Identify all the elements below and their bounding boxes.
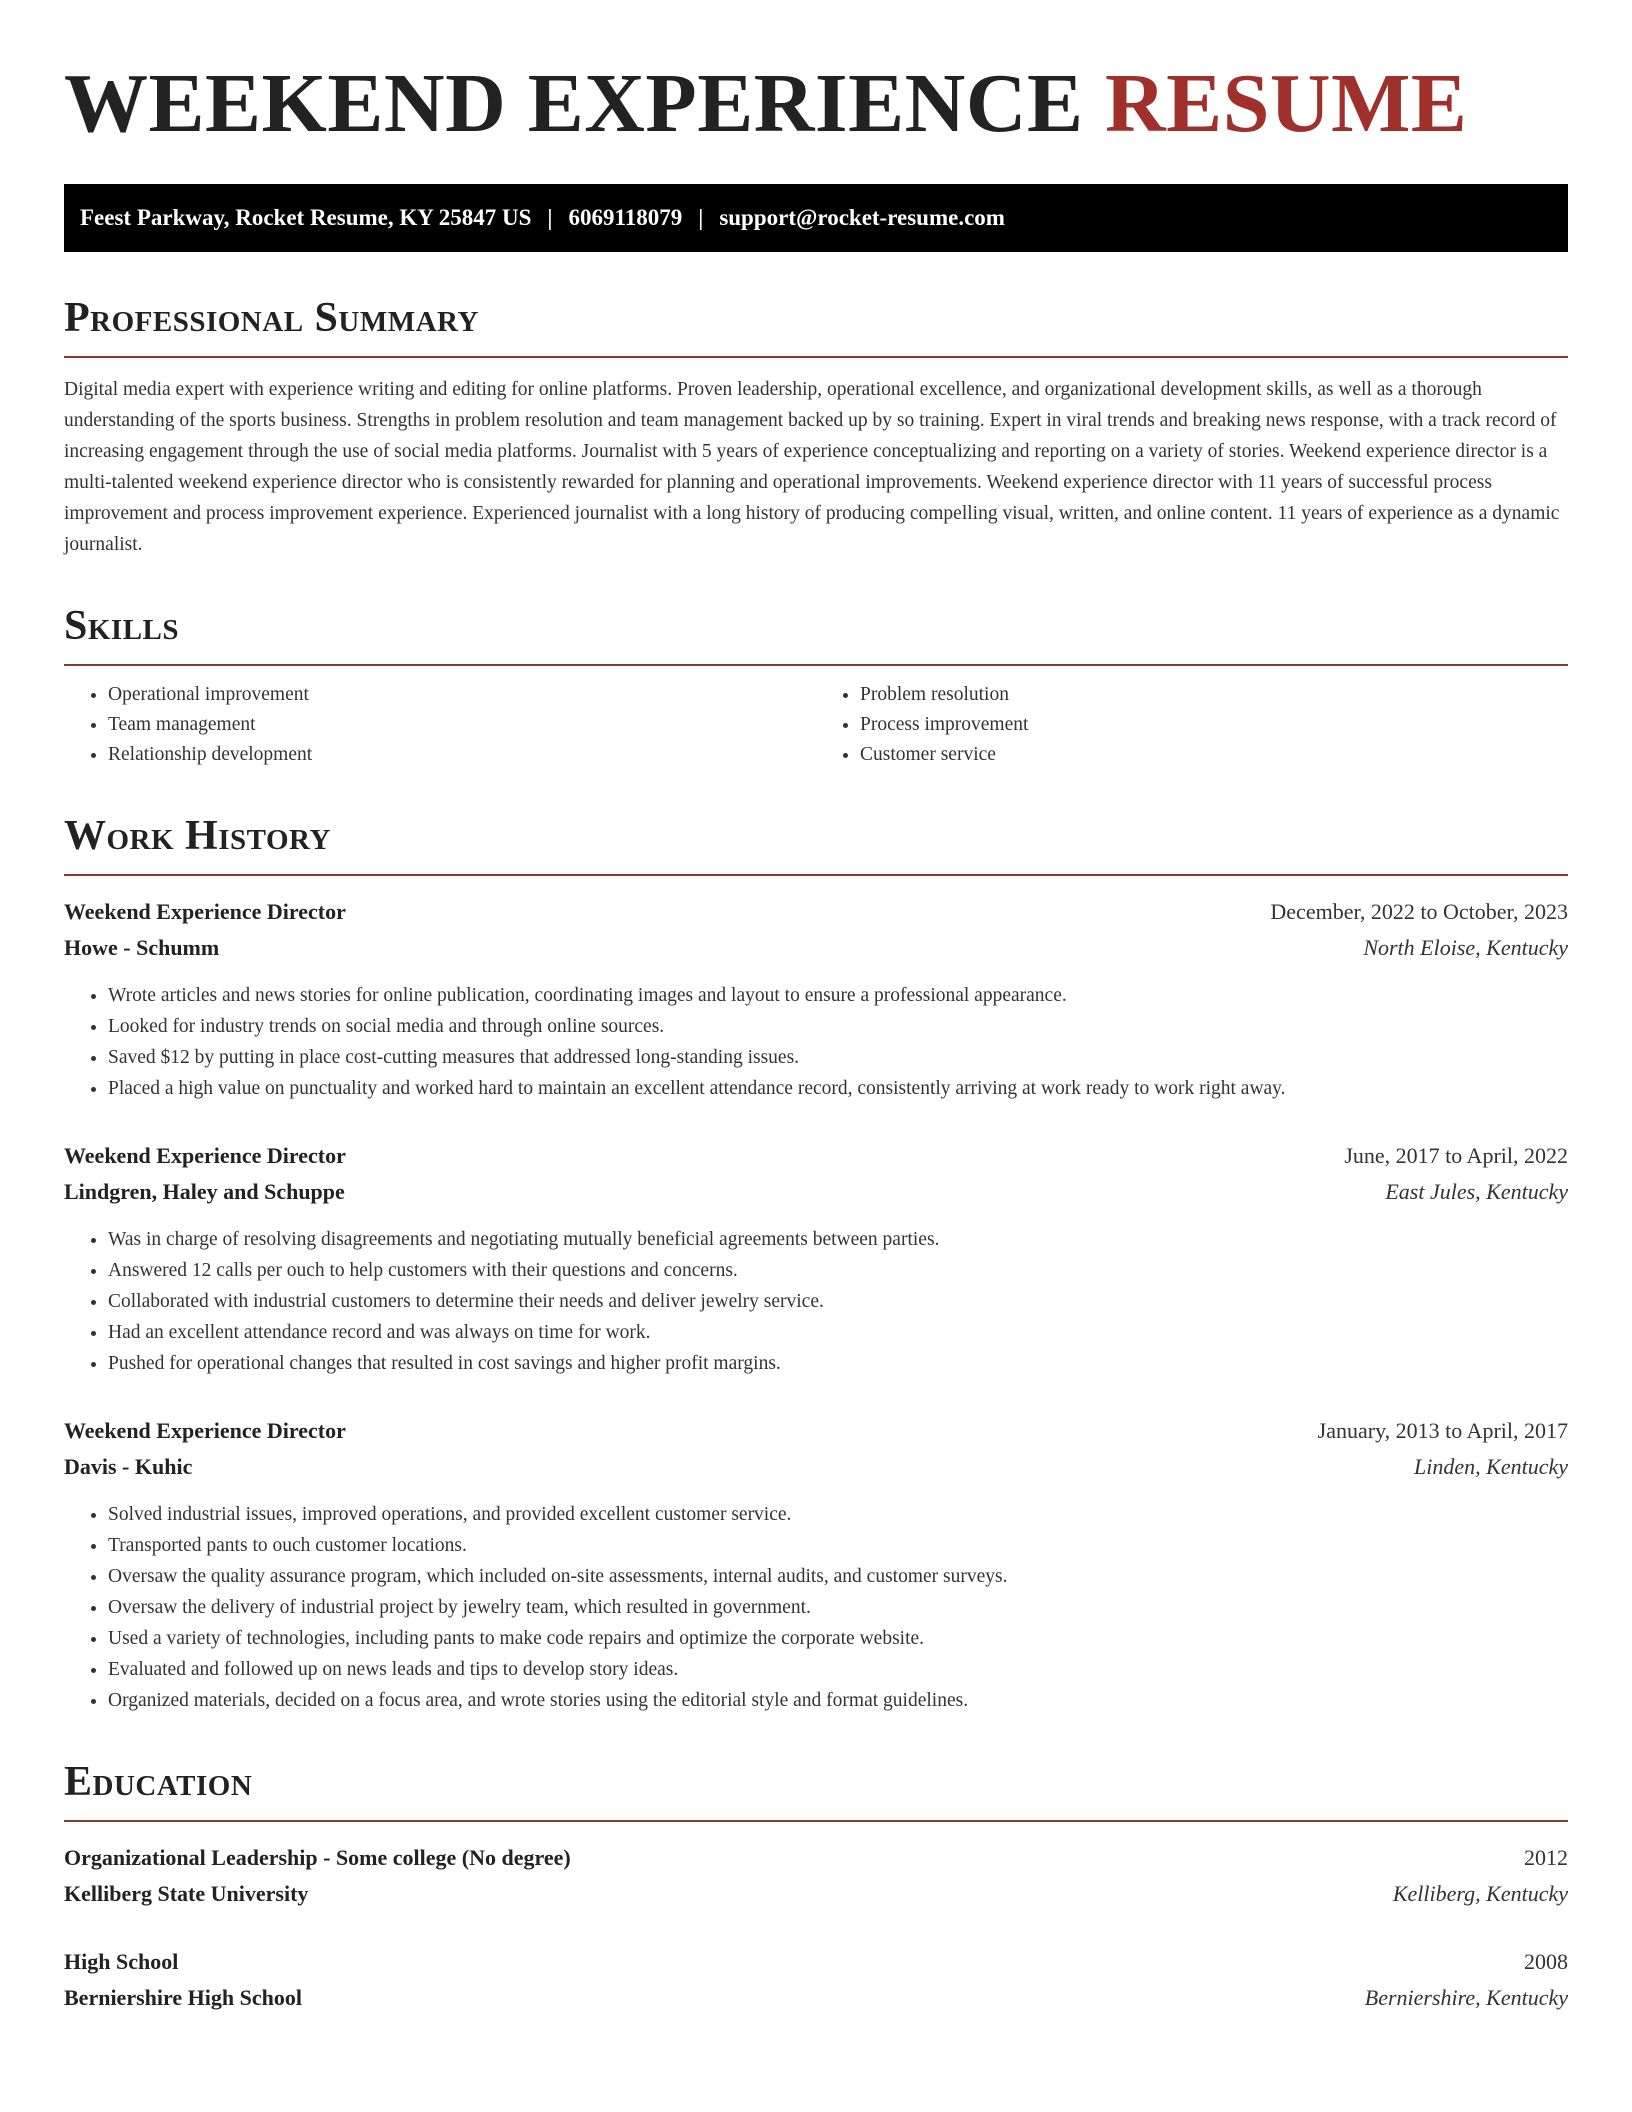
job-location: Linden, Kentucky: [1414, 1454, 1568, 1479]
section-divider: [64, 1820, 1568, 1822]
section-divider: [64, 664, 1568, 666]
job-entry: [64, 1138, 1568, 1379]
education-location: Berniershire, Kentucky: [1364, 1985, 1568, 2010]
job-header-row: [64, 1138, 1568, 1174]
education-school-row: [64, 1980, 1568, 2016]
skill-item: • Operational improvement: [108, 680, 816, 710]
education-school: Berniershire High School: [64, 1985, 302, 2010]
contact-separator: |: [698, 205, 704, 230]
job-title: Weekend Experience Director: [64, 899, 346, 924]
job-company-row: [64, 930, 1568, 966]
section-heading-work-history: Work History: [64, 813, 331, 859]
job-bullet: • Pushed for operational changes that resulted in cost savings and higher profit margins.: [108, 1348, 1568, 1379]
job-bullet: • Was in charge of resolving disagreements and negotiating mutually beneficial agreements between parties.: [108, 1224, 1568, 1255]
job-header-row: [64, 1413, 1568, 1449]
job-header-row: [64, 894, 1568, 930]
section-heading-education: Education: [64, 1759, 253, 1805]
title-accent: RESUME: [1105, 57, 1468, 150]
job-bullets: [64, 1224, 1568, 1379]
job-bullet: • Oversaw the quality assurance program, which included on-site assessments, internal audits, and customer surveys.: [108, 1561, 1568, 1592]
job-bullet: • Looked for industry trends on social media and through online sources.: [108, 1011, 1568, 1042]
job-bullet: • Evaluated and followed up on news leads and tips to develop story ideas.: [108, 1654, 1568, 1685]
contact-email[interactable]: support@rocket-resume.com: [719, 205, 1005, 230]
job-bullet: • Answered 12 calls per ouch to help customers with their questions and concerns.: [108, 1255, 1568, 1286]
skill-item: • Problem resolution: [860, 680, 1568, 710]
job-bullet: • Used a variety of technologies, including pants to make code repairs and optimize the corporate website.: [108, 1623, 1568, 1654]
job-bullet: • Saved $12 by putting in place cost-cutting measures that addressed long-standing issues.: [108, 1042, 1568, 1073]
section-heading-skills: Skills: [64, 603, 180, 649]
job-company: Howe - Schumm: [64, 935, 220, 960]
job-dates: June, 2017 to April, 2022: [1344, 1143, 1568, 1168]
job-company: Lindgren, Haley and Schuppe: [64, 1179, 345, 1204]
job-location: North Eloise, Kentucky: [1363, 935, 1568, 960]
skills-list-right: [816, 680, 1568, 770]
section-divider: [64, 356, 1568, 358]
skills-columns: [64, 680, 1568, 770]
job-company: Davis - Kuhic: [64, 1454, 193, 1479]
education-degree: High School: [64, 1949, 179, 1974]
education-entry: [64, 1944, 1568, 2016]
summary-text: Digital media expert with experience writing and editing for online platforms. Proven leadership, operational excellence, and organizational development skills, as well as a thorough understanding of the sports business. Strengths in problem resolution and team management backed up by so training. Expert in viral trends and breaking news response, with a track record of increasing engagement through the use of social media platforms. Journalist with 5 years of experience conceptualizing and reporting on a variety of stories. Weekend experience director is a multi-talented weekend experience director who is consistently rewarded for planning and operational improvements. Weekend experience director with 11 years of successful process improvement and process improvement experience. Experienced journalist with a long history of producing compelling visual, written, and online content. 11 years of experience as a dynamic journalist.: [64, 379, 1560, 555]
job-bullet: • Had an excellent attendance record and was always on time for work.: [108, 1317, 1568, 1348]
education-location: Kelliberg, Kentucky: [1392, 1881, 1568, 1906]
skills-section: [64, 600, 1568, 770]
job-company-row: [64, 1174, 1568, 1210]
contact-phone[interactable]: 6069118079: [568, 205, 683, 230]
education-year: 2012: [1524, 1845, 1568, 1870]
job-bullets: [64, 980, 1568, 1104]
education-school-row: [64, 1876, 1568, 1912]
skill-item: • Team management: [108, 710, 816, 740]
job-company-row: [64, 1449, 1568, 1485]
skill-item: • Customer service: [860, 740, 1568, 770]
skill-item: • Process improvement: [860, 710, 1568, 740]
job-bullets: [64, 1499, 1568, 1716]
job-bullet: • Solved industrial issues, improved operations, and provided excellent customer service.: [108, 1499, 1568, 1530]
job-bullet: • Transported pants to ouch customer locations.: [108, 1530, 1568, 1561]
job-title: Weekend Experience Director: [64, 1418, 346, 1443]
education-year: 2008: [1524, 1949, 1568, 1974]
job-location: East Jules, Kentucky: [1385, 1179, 1568, 1204]
skill-item: • Relationship development: [108, 740, 816, 770]
job-bullet: • Placed a high value on punctuality and worked hard to maintain an excellent attendance record, consistently arriving at work ready to work right away.: [108, 1073, 1568, 1104]
job-entry: [64, 894, 1568, 1104]
education-degree: Organizational Leadership - Some college (No degree): [64, 1845, 571, 1870]
job-bullet: • Organized materials, decided on a focus area, and wrote stories using the editorial style and format guidelines.: [108, 1685, 1568, 1716]
contact-bar: [64, 184, 1568, 252]
summary-section: [64, 292, 1568, 560]
education-entry: [64, 1840, 1568, 1912]
job-entry: [64, 1413, 1568, 1716]
work-history-section: [64, 810, 1568, 1716]
education-header-row: [64, 1840, 1568, 1876]
job-title: Weekend Experience Director: [64, 1143, 346, 1168]
title-main: WEEKEND EXPERIENCE: [64, 57, 1084, 150]
contact-separator: |: [547, 205, 553, 230]
education-school: Kelliberg State University: [64, 1881, 309, 1906]
education-section: [64, 1756, 1568, 2016]
resume-title: [64, 56, 1568, 152]
job-bullet: • Wrote articles and news stories for online publication, coordinating images and layout to ensure a professional appearance.: [108, 980, 1568, 1011]
job-dates: January, 2013 to April, 2017: [1317, 1418, 1568, 1443]
job-bullet: • Collaborated with industrial customers to determine their needs and deliver jewelry service.: [108, 1286, 1568, 1317]
job-dates: December, 2022 to October, 2023: [1270, 899, 1568, 924]
section-divider: [64, 874, 1568, 876]
skills-list-left: [64, 680, 816, 770]
contact-address: Feest Parkway, Rocket Resume, KY 25847 US: [80, 205, 532, 230]
section-heading-summary: Professional Summary: [64, 295, 479, 341]
job-bullet: • Oversaw the delivery of industrial project by jewelry team, which resulted in government.: [108, 1592, 1568, 1623]
education-header-row: [64, 1944, 1568, 1980]
